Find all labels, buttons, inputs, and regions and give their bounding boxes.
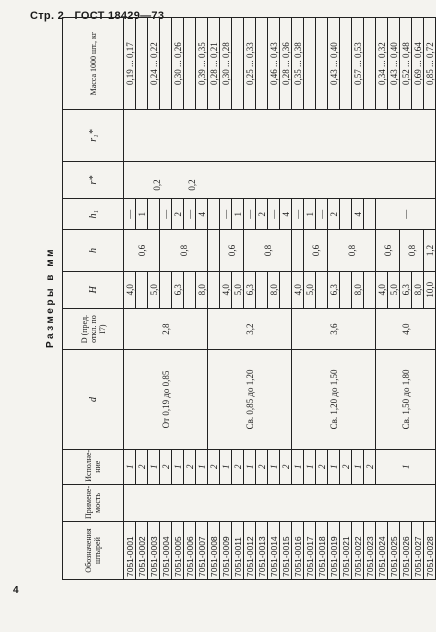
- cell-mass: 0,30 ... 0,26: [172, 18, 184, 110]
- cell-h1: 4: [196, 199, 208, 230]
- cell-d: Св. 0,85 до 1,20: [208, 350, 292, 449]
- col-d: d: [63, 350, 124, 449]
- cell-H: 8,0: [268, 271, 280, 308]
- cell-code: 7051-0026: [400, 522, 412, 580]
- col-D: D (пред. откл. по I7): [63, 308, 124, 349]
- cell-D: 3,2: [208, 308, 292, 349]
- cell-H: 4,0: [292, 271, 304, 308]
- cell-code: 7051-0012: [244, 522, 256, 580]
- standard-number: ГОСТ 18429—73: [74, 10, 165, 22]
- cell-variant: 2: [184, 449, 196, 484]
- cell-code: 7051-0027: [412, 522, 424, 580]
- cell-variant: 1: [172, 449, 184, 484]
- cell-mass: [364, 18, 376, 110]
- cell-variant: 2: [136, 449, 148, 484]
- col-h1: h₁: [63, 199, 124, 230]
- cell-h1: [148, 199, 160, 230]
- cell-h1: 1: [304, 199, 316, 230]
- cell-H: 5,0: [388, 271, 400, 308]
- cell-H: 6,3: [172, 271, 184, 308]
- cell-code: 7051-0019: [328, 522, 340, 580]
- cell-variant: 1: [196, 449, 208, 484]
- cell-mass: 0,35 ... 0,38: [292, 18, 304, 110]
- cell-mass: 0,69 ... 0,64: [412, 18, 424, 110]
- cell-mass: 0,28 ... 0,36: [280, 18, 292, 110]
- cell-code: 7051-0013: [256, 522, 268, 580]
- col-code: Обозначения штырей: [63, 522, 124, 580]
- cell-variant: 1: [304, 449, 316, 484]
- cell-H: 5,0: [304, 271, 316, 308]
- cell-variant: 1: [328, 449, 340, 484]
- cell-code: 7051-0007: [196, 522, 208, 580]
- cell-mass: 0,39 ... 0,35: [196, 18, 208, 110]
- cell-code: 7051-0011: [232, 522, 244, 580]
- cell-h1: —: [124, 199, 136, 230]
- table-title: Размеры в мм: [45, 246, 56, 349]
- cell-code: 7051-0025: [388, 522, 400, 580]
- cell-h: 1,2: [424, 230, 436, 271]
- cell-H: 4,0: [376, 271, 388, 308]
- cell-code: 7051-0002: [136, 522, 148, 580]
- cell-h1: 4: [352, 199, 364, 230]
- cell-mass: 0,19 ... 0,17: [124, 18, 136, 110]
- cell-code: 7051-0003: [148, 522, 160, 580]
- cell-mass: 0,52 ... 0,48: [400, 18, 412, 110]
- page-marker: 4: [13, 585, 19, 596]
- cell-H: [256, 271, 268, 308]
- cell-r1: [124, 110, 436, 162]
- cell-H: 6,3: [328, 271, 340, 308]
- cell-H: 4,0: [220, 271, 232, 308]
- cell-mass: 0,24 ... 0,22: [148, 18, 160, 110]
- cell-mass: [136, 18, 148, 110]
- cell-H: [208, 271, 220, 308]
- cell-h1: —: [184, 199, 196, 230]
- cell-mass: [256, 18, 268, 110]
- cell-H: [184, 271, 196, 308]
- cell-D: 2,8: [124, 308, 208, 349]
- cell-h: 0,8: [400, 230, 424, 271]
- cell-variant: 2: [316, 449, 328, 484]
- cell-H: 10,0: [424, 271, 436, 308]
- cell-mass: 0,43 ... 0,40: [388, 18, 400, 110]
- col-h: h: [63, 230, 124, 271]
- cell-code: 7051-0016: [292, 522, 304, 580]
- cell-h1: —: [376, 199, 436, 230]
- rotated-table-area: [40, 15, 435, 580]
- cell-H: 6,3: [400, 271, 412, 308]
- cell-variant: 1: [148, 449, 160, 484]
- cell-H: 8,0: [196, 271, 208, 308]
- cell-h: [292, 230, 304, 271]
- cell-d: От 0,19 до 0,85: [124, 350, 208, 449]
- cell-d: Св. 1,20 до 1,50: [292, 350, 376, 449]
- cell-h: 0,8: [160, 230, 208, 271]
- cell-mass: 0,25 ... 0,33: [244, 18, 256, 110]
- cell-mass: 0,43 ... 0,40: [328, 18, 340, 110]
- cell-h: 0,6: [376, 230, 400, 271]
- cell-h1: 2: [172, 199, 184, 230]
- cell-D: 4,0: [376, 308, 436, 349]
- col-r1: r₁*: [63, 110, 124, 162]
- cell-h1: —: [316, 199, 328, 230]
- cell-mass: [232, 18, 244, 110]
- cell-h1: —: [160, 199, 172, 230]
- cell-mass: [316, 18, 328, 110]
- cell-h: 0,6: [304, 230, 328, 271]
- cell-variant: 1: [292, 449, 304, 484]
- cell-mass: 0,30 ... 0,28: [220, 18, 232, 110]
- cell-code: 7051-0004: [160, 522, 172, 580]
- cell-h1: 1: [136, 199, 148, 230]
- cell-H: 5,0: [232, 271, 244, 308]
- cell-code: 7051-0009: [220, 522, 232, 580]
- header-row: [63, 18, 124, 580]
- cell-variant: 1: [244, 449, 256, 484]
- cell-variant: 1: [124, 449, 136, 484]
- cell-h1: 4: [280, 199, 292, 230]
- cell-mass: 0,85 ... 0,72: [424, 18, 436, 110]
- cell-variant: 2: [256, 449, 268, 484]
- cell-h1: [208, 199, 220, 230]
- cell-code: 7051-0022: [352, 522, 364, 580]
- col-H: H: [63, 271, 124, 308]
- cell-H: 8,0: [412, 271, 424, 308]
- cell-h: 0,6: [220, 230, 244, 271]
- cell-code: 7051-0008: [208, 522, 220, 580]
- cell-mass: [304, 18, 316, 110]
- cell-h: 0,8: [244, 230, 292, 271]
- col-applic: Примене-мость: [63, 484, 124, 521]
- cell-code: 7051-0017: [304, 522, 316, 580]
- cell-h: [208, 230, 220, 271]
- cell-mass: 0,57 ... 0,53: [352, 18, 364, 110]
- cell-mass: 0,46 ... 0,43: [268, 18, 280, 110]
- cell-h1: [364, 199, 376, 230]
- cell-variant: 2: [160, 449, 172, 484]
- cell-variant: 2: [280, 449, 292, 484]
- cell-code: 7051-0015: [280, 522, 292, 580]
- col-variant: Исполне-ние: [63, 449, 124, 484]
- cell-h1: 2: [256, 199, 268, 230]
- cell-mass: [160, 18, 172, 110]
- cell-mass: 0,28 ... 0,21: [208, 18, 220, 110]
- cell-variant: 1: [268, 449, 280, 484]
- cell-h1: 1: [232, 199, 244, 230]
- cell-h: 0,8: [328, 230, 376, 271]
- cell-H: [364, 271, 376, 308]
- dimensions-table: [62, 17, 436, 580]
- cell-variant: 1: [376, 449, 436, 484]
- cell-h1: —: [244, 199, 256, 230]
- cell-H: [160, 271, 172, 308]
- r1-value: 0,2: [187, 179, 197, 191]
- cell-code: 7051-0001: [124, 522, 136, 580]
- cell-mass: 0,34 ... 0,32: [376, 18, 388, 110]
- cell-h1: —: [292, 199, 304, 230]
- cell-h1: [340, 199, 352, 230]
- cell-d: Св. 1,50 до 1,80: [376, 350, 436, 449]
- cell-h1: —: [220, 199, 232, 230]
- cell-H: [340, 271, 352, 308]
- cell-code: 7051-0024: [376, 522, 388, 580]
- col-r: r*: [63, 161, 124, 198]
- cell-variant: 2: [232, 449, 244, 484]
- cell-code: 7051-0023: [364, 522, 376, 580]
- cell-variant: 1: [220, 449, 232, 484]
- page-number: Стр. 2: [30, 10, 65, 22]
- cell-code: 7051-0028: [424, 522, 436, 580]
- cell-variant: 2: [364, 449, 376, 484]
- cell-code: 7051-0014: [268, 522, 280, 580]
- cell-H: [136, 271, 148, 308]
- cell-variant: 2: [208, 449, 220, 484]
- cell-code: 7051-0006: [184, 522, 196, 580]
- cell-code: 7051-0005: [172, 522, 184, 580]
- cell-h1: 2: [328, 199, 340, 230]
- cell-variant: 1: [352, 449, 364, 484]
- r-value: 0,2: [152, 179, 162, 191]
- cell-H: [316, 271, 328, 308]
- cell-H: 6,3: [244, 271, 256, 308]
- cell-mass: [184, 18, 196, 110]
- cell-H: 5,0: [148, 271, 160, 308]
- cell-h: 0,6: [124, 230, 160, 271]
- cell-H: 4,0: [124, 271, 136, 308]
- cell-code: 7051-0018: [316, 522, 328, 580]
- cell-H: [280, 271, 292, 308]
- table-row: [124, 18, 136, 580]
- cell-h1: —: [268, 199, 280, 230]
- cell-code: 7051-0021: [340, 522, 352, 580]
- cell-D: 3,6: [292, 308, 376, 349]
- cell-applic: [124, 484, 436, 521]
- cell-mass: [340, 18, 352, 110]
- cell-variant: 2: [340, 449, 352, 484]
- cell-H: 8,0: [352, 271, 364, 308]
- col-mass: Масса 1000 шт., кг: [63, 18, 124, 110]
- cell-r: [124, 161, 436, 198]
